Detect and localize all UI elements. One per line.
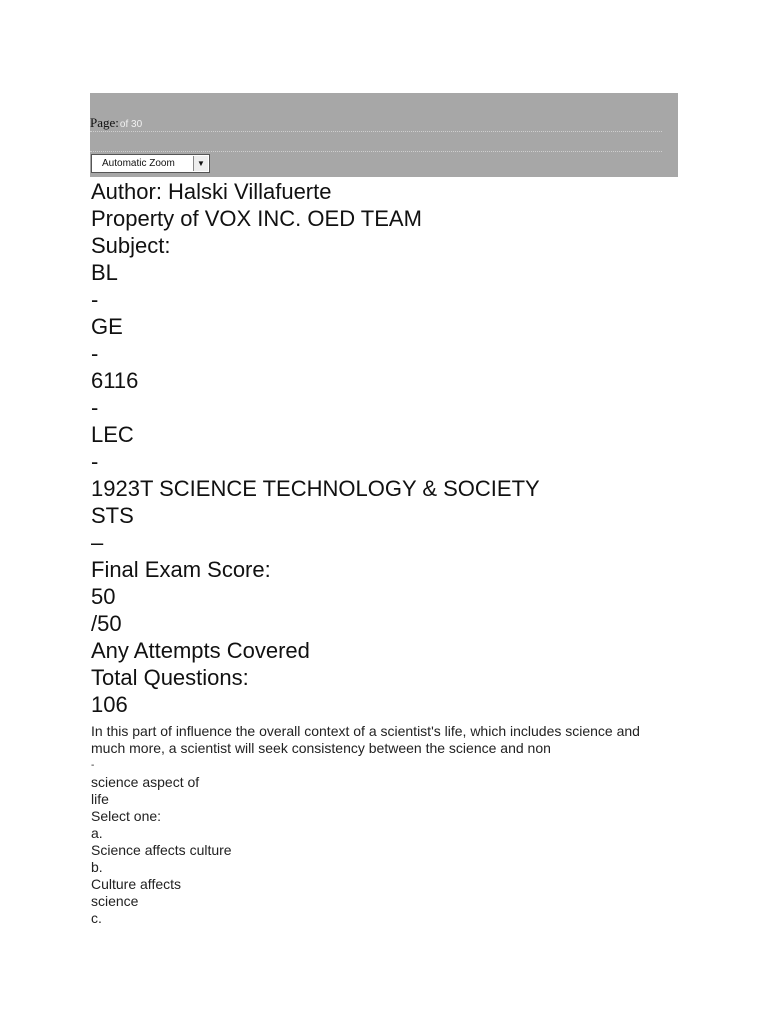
toolbar-divider: [90, 131, 662, 132]
question-dash: -: [91, 760, 95, 771]
pdf-viewer-toolbar: [90, 93, 678, 177]
chevron-down-icon[interactable]: ▼: [193, 156, 208, 171]
question-continuation: science aspect of: [91, 774, 200, 790]
score-value: 50: [91, 584, 116, 609]
final-exam-score-label: Final Exam Score:: [91, 557, 271, 582]
subject-code-part: 6116: [91, 368, 139, 393]
subject-label: Subject:: [91, 233, 171, 258]
course-title: 1923T SCIENCE TECHNOLOGY & SOCIETY: [91, 476, 540, 501]
subject-code-part: LEC: [91, 422, 134, 447]
zoom-selected-value: Automatic Zoom: [102, 158, 175, 169]
select-one-prompt: Select one:: [91, 808, 162, 824]
zoom-select[interactable]: [91, 154, 210, 173]
subject-code-part: GE: [91, 314, 123, 339]
page-count: of 30: [119, 119, 143, 130]
option-text-b: science: [91, 893, 139, 909]
page-label: Page:: [90, 115, 119, 130]
score-total: /50: [91, 611, 122, 636]
option-letter-a: a.: [91, 825, 103, 841]
total-questions-value: 106: [91, 692, 128, 717]
total-questions-label: Total Questions:: [91, 665, 249, 690]
subject-separator: -: [91, 287, 99, 312]
option-text-b: Culture affects: [91, 876, 182, 892]
section-separator: –: [91, 530, 104, 555]
property-line: Property of VOX INC. OED TEAM: [91, 206, 422, 231]
question-continuation: life: [91, 791, 109, 807]
option-letter-c: c.: [91, 910, 102, 926]
subject-separator: -: [91, 341, 99, 366]
subject-separator: -: [91, 449, 99, 474]
subject-separator: -: [91, 395, 99, 420]
toolbar-divider: [90, 151, 662, 152]
subject-code-part: BL: [91, 260, 118, 285]
author-line: Author: Halski Villafuerte: [91, 179, 332, 204]
option-letter-b: b.: [91, 859, 103, 875]
question-text: In this part of influence the overall context of a scientist's life, which includes science and much more, a scientist will seek consistency between the science and non: [91, 723, 640, 756]
attempts-line: Any Attempts Covered: [91, 638, 310, 663]
option-text-a: Science affects culture: [91, 842, 232, 858]
course-abbrev: STS: [91, 503, 134, 528]
document-content: [91, 178, 671, 927]
